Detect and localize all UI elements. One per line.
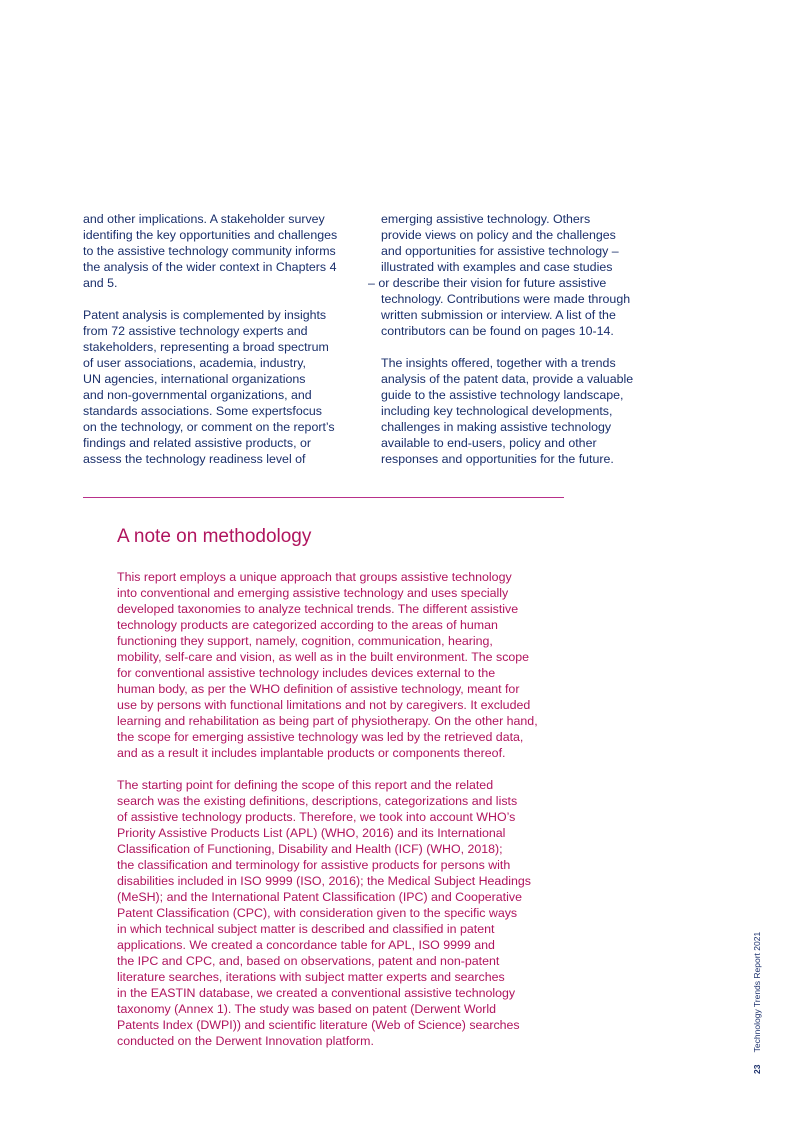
- text-line: identifing the key opportunities and challenges: [83, 228, 338, 242]
- text-line: and as a result it includes implantable products or components thereof.: [117, 746, 506, 760]
- methodology-paragraph-2: [117, 777, 577, 1049]
- text-line: from 72 assistive technology experts and: [83, 324, 308, 338]
- methodology-paragraph-1: [117, 569, 577, 761]
- text-line: technology. Contributions were made through: [381, 292, 631, 306]
- text-line: Patent Classification (CPC), with consideration given to the specific ways: [117, 906, 518, 920]
- report-title: Technology Trends Report 2021: [752, 931, 762, 1053]
- text-line: emerging assistive technology. Others: [381, 212, 591, 226]
- left-paragraph-2: [83, 307, 368, 467]
- text-line: the analysis of the wider context in Chapters 4: [83, 260, 337, 274]
- right-paragraph-2: [368, 355, 668, 467]
- text-line: and other implications. A stakeholder survey: [83, 212, 325, 226]
- text-line: taxonomy (Annex 1). The study was based on patent (Derwent World: [117, 1002, 497, 1016]
- text-line: technology products are categorized according to the areas of human: [117, 618, 498, 632]
- text-line: applications. We created a concordance table for APL, ISO 9999 and: [117, 938, 495, 952]
- text-line: available to end-users, policy and other: [381, 436, 597, 450]
- right-text-column: [368, 211, 668, 483]
- text-line: stakeholders, representing a broad spectrum: [83, 340, 329, 354]
- text-line: provide views on policy and the challenges: [381, 228, 616, 242]
- text-line: the classification and terminology for assistive products for persons with: [117, 858, 511, 872]
- text-line: human body, as per the WHO definition of assistive technology, meant for: [117, 682, 520, 696]
- methodology-heading: A note on methodology: [117, 526, 312, 547]
- page-footer: [751, 908, 767, 1074]
- text-line: into conventional and emerging assistive technology and uses specially: [117, 586, 509, 600]
- text-line: – or describe their vision for future assistive: [368, 276, 607, 290]
- text-line: on the technology, or comment on the report’s: [83, 420, 335, 434]
- text-line: and 5.: [83, 276, 118, 290]
- section-divider: [83, 497, 564, 498]
- text-line: standards associations. Some expertsfocus: [83, 404, 322, 418]
- text-line: the scope for emerging assistive technology was led by the retrieved data,: [117, 730, 524, 744]
- text-line: of user associations, academia, industry,: [83, 356, 306, 370]
- text-line: written submission or interview. A list of the: [381, 308, 616, 322]
- text-line: of assistive technology products. Therefore, we took into account WHO’s: [117, 810, 516, 824]
- methodology-box: [117, 525, 577, 1065]
- text-line: contributors can be found on pages 10-14.: [381, 324, 614, 338]
- text-line: use by persons with functional limitations and not by caregivers. It excluded: [117, 698, 531, 712]
- text-line: literature searches, iterations with subject matter experts and searches: [117, 970, 505, 984]
- left-text-column: [83, 211, 368, 483]
- text-line: Patent analysis is complemented by insights: [83, 308, 327, 322]
- text-line: conducted on the Derwent Innovation platform.: [117, 1034, 374, 1048]
- text-line: and non-governmental organizations, and: [83, 388, 312, 402]
- text-line: The starting point for defining the scope of this report and the related: [117, 778, 494, 792]
- text-line: guide to the assistive technology landscape,: [381, 388, 624, 402]
- text-line: This report employs a unique approach that groups assistive technology: [117, 570, 512, 584]
- text-line: including key technological developments,: [381, 404, 613, 418]
- text-line: UN agencies, international organizations: [83, 372, 306, 386]
- text-line: search was the existing definitions, descriptions, categorizations and lists: [117, 794, 518, 808]
- text-line: mobility, self-care and vision, as well as in the built environment. The scope: [117, 650, 530, 664]
- left-paragraph-1: [83, 211, 368, 291]
- text-line: in which technical subject matter is described and classified in patent: [117, 922, 495, 936]
- text-line: developed taxonomies to analyze technical trends. The different assistive: [117, 602, 519, 616]
- text-line: the IPC and CPC, and, based on observations, patent and non-patent: [117, 954, 500, 968]
- page-number: 23: [752, 1064, 762, 1074]
- text-line: to the assistive technology community informs: [83, 244, 336, 258]
- footer-rotated-text: [751, 932, 763, 1074]
- right-paragraph-1: [368, 211, 668, 339]
- text-line: in the EASTIN database, we created a conventional assistive technology: [117, 986, 516, 1000]
- text-line: disabilities included in ISO 9999 (ISO, 2016); the Medical Subject Headings: [117, 874, 531, 888]
- text-line: Priority Assistive Products List (APL) (WHO, 2016) and its International: [117, 826, 506, 840]
- text-line: responses and opportunities for the future.: [381, 452, 614, 466]
- text-line: learning and rehabilitation as being part of physiotherapy. On the other hand,: [117, 714, 538, 728]
- text-line: Classification of Functioning, Disability and Health (ICF) (WHO, 2018);: [117, 842, 503, 856]
- text-line: analysis of the patent data, provide a valuable: [381, 372, 634, 386]
- text-line: findings and related assistive products, or: [83, 436, 311, 450]
- text-line: Patents Index (DWPI)) and scientific literature (Web of Science) searches: [117, 1018, 520, 1032]
- text-line: for conventional assistive technology includes devices external to the: [117, 666, 496, 680]
- text-line: and opportunities for assistive technology –: [381, 244, 619, 258]
- text-line: challenges in making assistive technology: [381, 420, 612, 434]
- text-line: assess the technology readiness level of: [83, 452, 306, 466]
- text-line: functioning they support, namely, cognition, communication, hearing,: [117, 634, 493, 648]
- text-line: illustrated with examples and case studies: [381, 260, 613, 274]
- text-line: (MeSH); and the International Patent Classification (IPC) and Cooperative: [117, 890, 522, 904]
- text-line: The insights offered, together with a trends: [381, 356, 616, 370]
